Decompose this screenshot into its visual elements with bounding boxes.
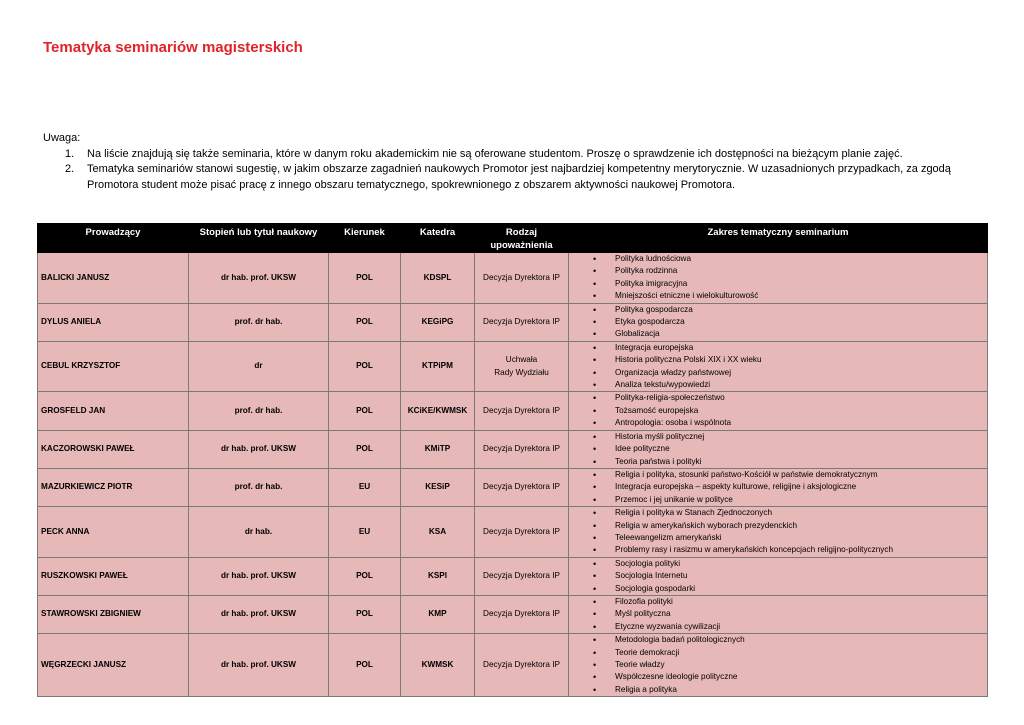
authorization-cell: Decyzja Dyrektora IP xyxy=(475,507,569,558)
authorization-cell: Decyzja Dyrektora IP xyxy=(475,253,569,304)
degree-cell: dr hab. prof. UKSW xyxy=(189,595,329,633)
topic-item: • Religia w amerykańskich wyborach prezydenckich xyxy=(572,520,984,532)
topics-cell xyxy=(569,468,988,506)
topics-list xyxy=(572,392,984,429)
topics-list xyxy=(572,507,984,557)
authorization-cell: Decyzja Dyrektora IP xyxy=(475,468,569,506)
header-topics: Zakres tematyczny seminarium xyxy=(569,224,988,253)
table-row xyxy=(38,595,988,633)
topics-cell xyxy=(569,392,988,430)
table-row xyxy=(38,253,988,304)
topic-item: • Mniejszości etniczne i wielokulturowość xyxy=(572,290,984,302)
topic-item: • Teorie demokracji xyxy=(572,647,984,659)
topic-item: • Organizacja władzy państwowej xyxy=(572,367,984,379)
field-cell: POL xyxy=(329,634,401,697)
seminars-table xyxy=(37,223,988,697)
topic-item: • Przemoc i jej unikanie w polityce xyxy=(572,494,984,506)
table-row xyxy=(38,303,988,341)
lecturer-cell: CEBUL KRZYSZTOF xyxy=(38,341,189,392)
table-row xyxy=(38,557,988,595)
topic-item: • Idee polityczne xyxy=(572,443,984,455)
department-cell: KWMSK xyxy=(401,634,475,697)
topics-cell xyxy=(569,341,988,392)
topic-item: • Religia a polityka xyxy=(572,684,984,696)
topic-item: • Polityka imigracyjna xyxy=(572,278,984,290)
topics-list xyxy=(572,596,984,633)
topics-cell xyxy=(569,253,988,304)
topic-item: • Teleewangelizm amerykański xyxy=(572,532,984,544)
department-cell: KDSPL xyxy=(401,253,475,304)
lecturer-cell: GROSFELD JAN xyxy=(38,392,189,430)
topics-cell xyxy=(569,557,988,595)
topics-list xyxy=(572,304,984,341)
lecturer-cell: RUSZKOWSKI PAWEŁ xyxy=(38,557,189,595)
department-cell: KMiTP xyxy=(401,430,475,468)
header-lecturer: Prowadzący xyxy=(38,224,189,253)
field-cell: EU xyxy=(329,468,401,506)
authorization-cell: Decyzja Dyrektora IP xyxy=(475,634,569,697)
header-degree: Stopień lub tytuł naukowy xyxy=(189,224,329,253)
header-authorization: Rodzaj upoważnienia xyxy=(475,224,569,253)
topic-item: • Analiza tekstu/wypowiedzi xyxy=(572,379,984,391)
degree-cell: dr hab. prof. UKSW xyxy=(189,557,329,595)
topic-item: • Filozofia polityki xyxy=(572,596,984,608)
table-row xyxy=(38,392,988,430)
degree-cell: dr hab. xyxy=(189,507,329,558)
topic-item: • Metodologia badań politologicznych xyxy=(572,634,984,646)
table-row xyxy=(38,468,988,506)
field-cell: POL xyxy=(329,557,401,595)
header-field: Kierunek xyxy=(329,224,401,253)
field-cell: POL xyxy=(329,595,401,633)
note-number: 2. xyxy=(65,163,75,175)
topic-item: • Religia i polityka, stosunki państwo-Kościół w państwie demokratycznym xyxy=(572,469,984,481)
authorization-cell: Decyzja Dyrektora IP xyxy=(475,392,569,430)
degree-cell: dr hab. prof. UKSW xyxy=(189,253,329,304)
field-cell: POL xyxy=(329,253,401,304)
department-cell: KSPl xyxy=(401,557,475,595)
authorization-cell: Decyzja Dyrektora IP xyxy=(475,557,569,595)
lecturer-cell: PECK ANNA xyxy=(38,507,189,558)
table-header-row xyxy=(38,224,988,253)
topic-item: • Współczesne ideologie polityczne xyxy=(572,671,984,683)
degree-cell: dr xyxy=(189,341,329,392)
topic-item: • Historia myśli politycznej xyxy=(572,431,984,443)
degree-cell: dr hab. prof. UKSW xyxy=(189,634,329,697)
topic-item: • Historia polityczna Polski XIX i XX wieku xyxy=(572,354,984,366)
topic-item: • Etyczne wyzwania cywilizacji xyxy=(572,621,984,633)
authorization-cell: Uchwała Rady Wydziału xyxy=(475,341,569,392)
field-cell: POL xyxy=(329,430,401,468)
table-row xyxy=(38,507,988,558)
field-cell: POL xyxy=(329,392,401,430)
topics-list xyxy=(572,342,984,392)
topics-cell xyxy=(569,430,988,468)
topics-cell xyxy=(569,303,988,341)
degree-cell: prof. dr hab. xyxy=(189,392,329,430)
topic-item: • Polityka rodzinna xyxy=(572,265,984,277)
note-item xyxy=(43,162,983,193)
note-number: 1. xyxy=(65,147,75,160)
note-item xyxy=(43,147,983,163)
topic-item: • Teorie władzy xyxy=(572,659,984,671)
topics-cell xyxy=(569,634,988,697)
topic-item: • Tożsamość europejska xyxy=(572,405,984,417)
department-cell: KCiKE/KWMSK xyxy=(401,392,475,430)
topic-item: • Polityka-religia-społeczeństwo xyxy=(572,392,984,404)
topic-item: • Religia i polityka w Stanach Zjednoczonych xyxy=(572,507,984,519)
notes-heading: Uwaga: xyxy=(43,132,81,144)
topics-list xyxy=(572,431,984,468)
notes-section xyxy=(43,131,983,193)
lecturer-cell: MAZURKIEWICZ PIOTR xyxy=(38,468,189,506)
topics-list xyxy=(572,558,984,595)
lecturer-cell: DYLUS ANIELA xyxy=(38,303,189,341)
topic-item: • Problemy rasy i rasizmu w amerykańskich koncepcjach religijno-politycznych xyxy=(572,544,984,556)
topic-item: • Myśl polityczna xyxy=(572,608,984,620)
topic-item: • Polityka gospodarcza xyxy=(572,304,984,316)
authorization-cell: Decyzja Dyrektora IP xyxy=(475,303,569,341)
topic-item: • Etyka gospodarcza xyxy=(572,316,984,328)
note-text: Tematyka seminariów stanowi sugestię, w jakim obszarze zagadnień naukowych Promotor jest najbardziej kompetentny merytorycznie. W uzasadnionych przypadkach, za zgodą Promotora student może pisać pracę z innego obszaru tematycznego, spokrewnionego z obszarem aktywności naukowej Promotora. xyxy=(87,163,951,191)
authorization-cell: Decyzja Dyrektora IP xyxy=(475,595,569,633)
field-cell: POL xyxy=(329,341,401,392)
field-cell: POL xyxy=(329,303,401,341)
topics-list xyxy=(572,634,984,696)
degree-cell: dr hab. prof. UKSW xyxy=(189,430,329,468)
department-cell: KESiP xyxy=(401,468,475,506)
authorization-cell: Decyzja Dyrektora IP xyxy=(475,430,569,468)
lecturer-cell: BALICKI JANUSZ xyxy=(38,253,189,304)
department-cell: KEGiPG xyxy=(401,303,475,341)
note-text: Na liście znajdują się także seminaria, które w danym roku akademickim nie są oferowane studentom. Proszę o sprawdzenie ich dostępności na bieżącym planie zajęć. xyxy=(87,147,903,160)
table-row xyxy=(38,634,988,697)
topics-list xyxy=(572,469,984,506)
topic-item: • Socjologia polityki xyxy=(572,558,984,570)
field-cell: EU xyxy=(329,507,401,558)
department-cell: KTPiPM xyxy=(401,341,475,392)
department-cell: KMP xyxy=(401,595,475,633)
topics-cell xyxy=(569,507,988,558)
topics-list xyxy=(572,253,984,303)
topic-item: • Integracja europejska – aspekty kulturowe, religijne i aksjologiczne xyxy=(572,481,984,493)
topics-cell xyxy=(569,595,988,633)
topic-item: • Integracja europejska xyxy=(572,342,984,354)
table-row xyxy=(38,341,988,392)
department-cell: KSA xyxy=(401,507,475,558)
topic-item: • Globalizacja xyxy=(572,328,984,340)
table-body xyxy=(38,253,988,697)
lecturer-cell: KACZOROWSKI PAWEŁ xyxy=(38,430,189,468)
degree-cell: prof. dr hab. xyxy=(189,303,329,341)
topic-item: • Polityka ludnościowa xyxy=(572,253,984,265)
page-title: Tematyka seminariów magisterskich xyxy=(43,39,303,56)
topic-item: • Socjologia gospodarki xyxy=(572,583,984,595)
table-row xyxy=(38,430,988,468)
degree-cell: prof. dr hab. xyxy=(189,468,329,506)
lecturer-cell: STAWROWSKI ZBIGNIEW xyxy=(38,595,189,633)
topic-item: • Antropologia: osoba i wspólnota xyxy=(572,417,984,429)
topic-item: • Socjologia Internetu xyxy=(572,570,984,582)
topic-item: • Teoria państwa i polityki xyxy=(572,456,984,468)
header-department: Katedra xyxy=(401,224,475,253)
notes-list xyxy=(43,147,983,194)
lecturer-cell: WĘGRZECKI JANUSZ xyxy=(38,634,189,697)
